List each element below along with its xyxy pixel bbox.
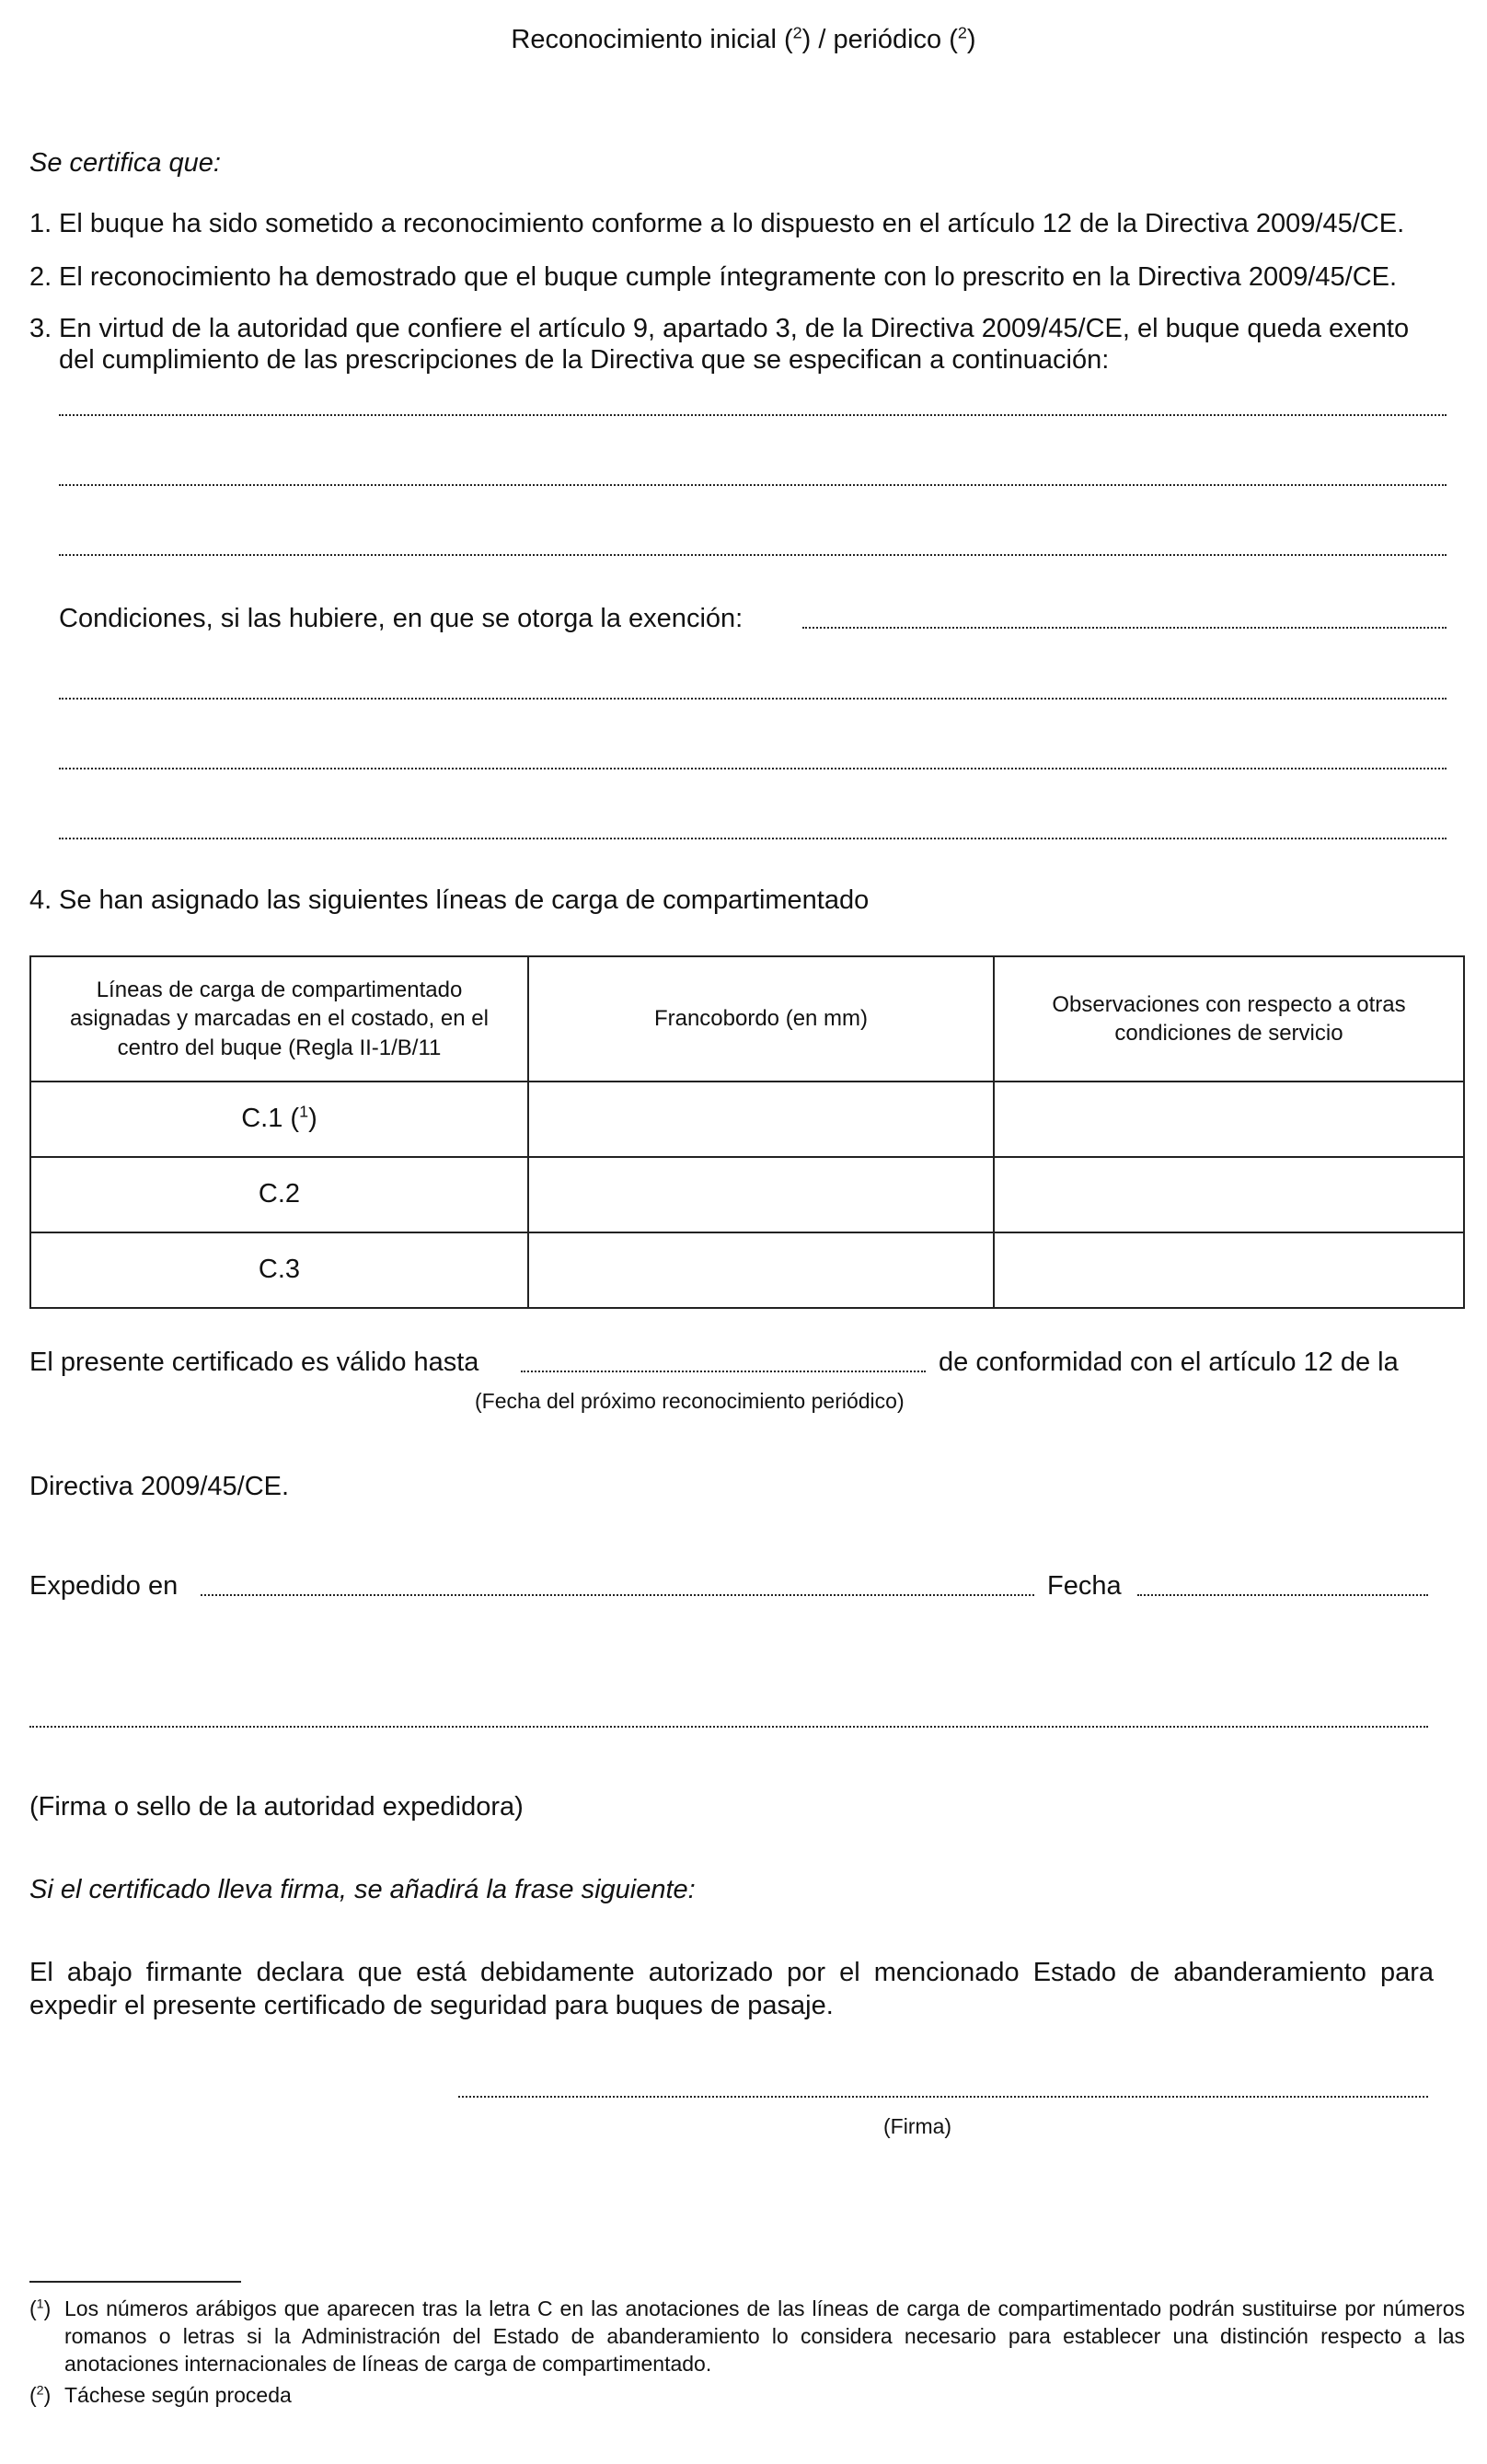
item-text-line2: del cumplimiento de las prescripciones de la Directiva que se especifican a continuación: (59, 345, 1110, 375)
issued-date-label: Fecha (1047, 1571, 1122, 1601)
title-sep: / periódico (811, 25, 942, 54)
validity-text-before: El presente certificado es válido hasta (29, 1348, 479, 1377)
column-header: Francobordo (en mm) (528, 956, 994, 1082)
remarks-cell[interactable] (994, 1082, 1464, 1157)
declaration-line2: expedir el presente certificado de seguridad para buques de pasaje. (29, 1991, 834, 2020)
conditions-label: Condiciones, si las hubiere, en que se otorga la exención: (59, 604, 744, 633)
load-line-label: C.1 ($^1$) (30, 1082, 528, 1157)
item-number: 4. (29, 885, 52, 915)
column-header: Líneas de carga de compartimentado asignadas y marcadas en el costado, en el centro del buque (Regla II-1/B/11 (30, 956, 528, 1082)
footnote-text: Táchese según proceda (64, 2383, 292, 2407)
column-header: Observaciones con respecto a otras condiciones de servicio (994, 956, 1464, 1082)
signature-line[interactable] (458, 2096, 1428, 2098)
signature-note: Si el certificado lleva firma, se añadirá la frase siguiente: (29, 1875, 696, 1904)
footnote (29, 2382, 1465, 2410)
declaration-line1: El abajo firmante declara que está debidamente autorizado por el mencionado Estado de abanderamiento para (29, 1958, 1434, 1987)
item-text: El buque ha sido sometido a reconocimiento conforme a lo dispuesto en el artículo 12 de la Directiva 2009/45/CE. (59, 209, 1405, 238)
item-number: 1. (29, 209, 52, 238)
freeboard-cell[interactable] (528, 1082, 994, 1157)
table-row (30, 1082, 1464, 1157)
remarks-cell[interactable] (994, 1232, 1464, 1308)
freeboard-cell[interactable] (528, 1157, 994, 1232)
footnote-mark: ($^1$) (29, 2296, 52, 2320)
item-text: El reconocimiento ha demostrado que el buque cumple íntegramente con lo prescrito en la Directiva 2009/45/CE. (59, 262, 1398, 292)
conditions-fill-line[interactable] (59, 768, 1447, 769)
item-number: 2. (29, 262, 52, 292)
table-header-row (30, 956, 1464, 1082)
footnote-text: Los números arábigos que aparecen tras la letra C en las anotaciones de las líneas de carga de compartimentado podrán sustituirse por números romanos o letras si la Administración del Estado de abanderamiento lo considera necesario para establecer una distinción respecto a las anotaciones internacionales de líneas de carga de compartimentado. (64, 2296, 1465, 2376)
validity-caption: (Fecha del próximo reconocimiento periódico) (475, 1389, 905, 1413)
validity-date-field[interactable] (521, 1371, 926, 1372)
conditions-fill-line[interactable] (59, 838, 1447, 839)
load-line-label: C.2 (30, 1157, 528, 1232)
authority-signature-label: (Firma o sello de la autoridad expedidora) (29, 1792, 524, 1822)
exemption-fill-line[interactable] (59, 554, 1447, 556)
title-text: Reconocimiento inicial (511, 25, 777, 54)
footnote-mark: ($^2$) (29, 2383, 52, 2407)
footnote-divider (29, 2281, 241, 2283)
conditions-fill-line[interactable] (59, 698, 1447, 700)
load-lines-table (29, 955, 1465, 1309)
certificate-section-title: Reconocimiento inicial ($^2$) / periódico ($^2$) (511, 23, 976, 54)
issued-place-field[interactable] (201, 1594, 1034, 1596)
footnote-ref: 1 (299, 1102, 309, 1121)
table-row (30, 1157, 1464, 1232)
exemption-fill-line[interactable] (59, 414, 1447, 416)
exemption-fill-line[interactable] (59, 484, 1447, 486)
validity-text-after: de conformidad con el artículo 12 de la (939, 1348, 1399, 1377)
footnote-ref: 2 (792, 23, 802, 42)
issued-date-field[interactable] (1137, 1594, 1428, 1596)
item-text-line1: En virtud de la autoridad que confiere el artículo 9, apartado 3, de la Directiva 2009/45/CE, el buque queda exento (59, 314, 1410, 343)
item-text: Se han asignado las siguientes líneas de carga de compartimentado (59, 885, 870, 915)
item-number: 3. (29, 314, 52, 343)
issued-place-label: Expedido en (29, 1571, 179, 1601)
remarks-cell[interactable] (994, 1157, 1464, 1232)
load-line-label: C.3 (30, 1232, 528, 1308)
authority-signature-line[interactable] (29, 1726, 1428, 1728)
footnote (29, 2296, 1465, 2378)
directive-reference: Directiva 2009/45/CE. (29, 1472, 290, 1501)
table-row (30, 1232, 1464, 1308)
conditions-fill-line[interactable] (802, 627, 1447, 629)
certify-intro: Se certifica que: (29, 148, 221, 178)
footnote-ref: 2 (957, 23, 967, 42)
signature-caption: (Firma) (883, 2114, 952, 2138)
freeboard-cell[interactable] (528, 1232, 994, 1308)
